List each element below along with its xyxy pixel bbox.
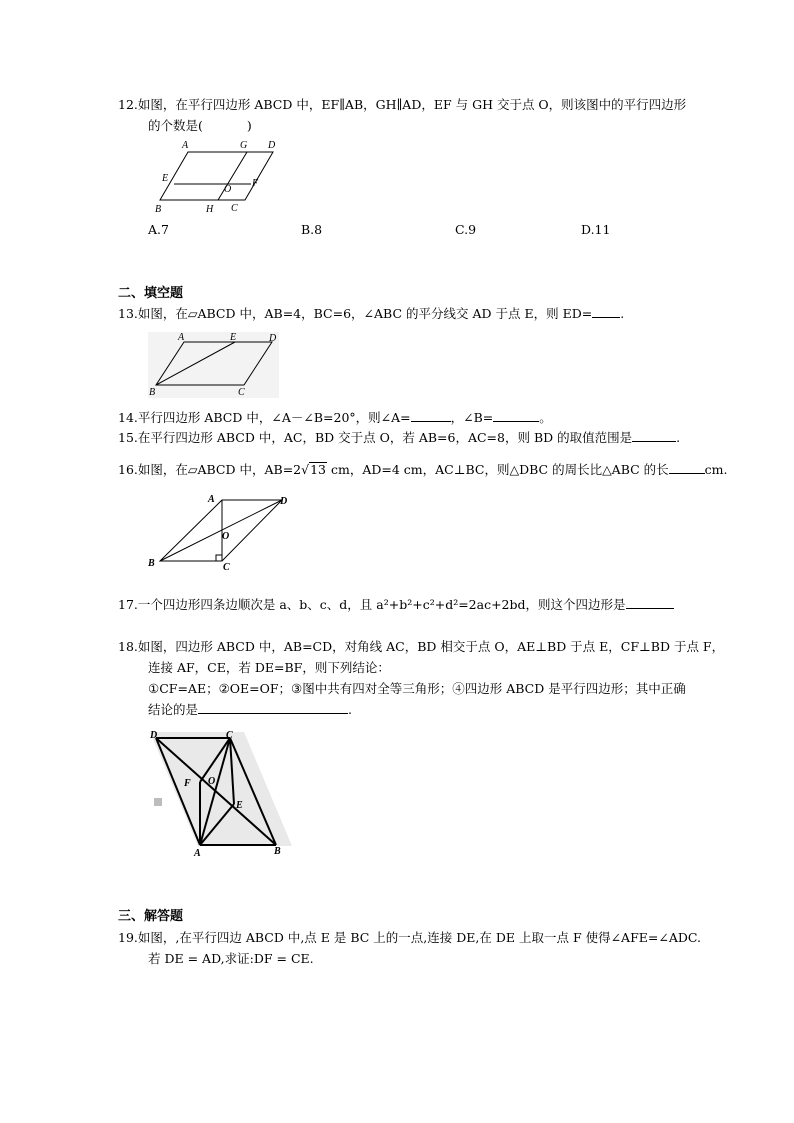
question-16-text: 16.如图，在▱ABCD 中，AB=2	[118, 462, 302, 477]
label-e: E	[162, 173, 169, 184]
label-c: C	[238, 387, 245, 398]
parallelogram-abcd	[160, 152, 273, 200]
sqrt-symbol: √	[301, 462, 310, 477]
answer-blank-a	[411, 408, 451, 422]
question-12-line1: 12.如图，在平行四边形 ABCD 中，EF∥AB，GH∥AD，EF 与 GH 交于点 O，则该图中的平行四边形	[118, 97, 687, 112]
answer-blank	[592, 304, 620, 318]
section-heading-fill-in: 二、填空题	[118, 286, 184, 301]
label-a: A	[194, 848, 201, 859]
label-e: E	[236, 800, 243, 811]
answer-blank	[198, 700, 348, 714]
question-12-stem-end: 的个数是(	[148, 118, 203, 133]
choice-c: C.9	[455, 222, 477, 237]
label-g: G	[240, 140, 248, 151]
label-a: A	[208, 494, 215, 505]
question-13-text: 13.如图，在▱ABCD 中，AB=4，BC=6，∠ABC 的平分线交 AD 于点 E，则 ED=	[118, 306, 593, 321]
label-c: C	[223, 562, 230, 573]
label-d: D	[269, 333, 277, 344]
label-f: F	[184, 778, 191, 789]
choice-d: D.11	[581, 222, 611, 237]
question-12-paren-close: )	[246, 118, 252, 133]
question-12-choices	[148, 222, 648, 242]
label-o: O	[222, 531, 230, 542]
question-16	[118, 460, 728, 480]
question-18-line1: 18.如图，四边形 ABCD 中，AB=CD，对角线 AC，BD 相交于点 O，AE⊥BD 于点 E，CF⊥BD 于点 F，	[118, 639, 725, 654]
question-15-text: 15.在平行四边形 ABCD 中，AC，BD 交于点 O，若 AB=6，AC=8，则 BD 的取值范围是	[118, 430, 633, 445]
figure-q18-quadrilateral	[146, 724, 296, 862]
question-12-line2	[118, 116, 252, 136]
question-18-line4-text: 结论的是	[148, 702, 199, 717]
label-d: D	[280, 496, 288, 507]
question-14-text: 14.平行四边形 ABCD 中，∠A－∠B=20°，则∠A=	[118, 410, 411, 425]
question-14-mid: ，∠B=	[450, 410, 494, 425]
label-e: E	[230, 332, 237, 343]
question-13	[118, 304, 624, 324]
label-b: B	[149, 387, 156, 398]
question-14-end: 。	[539, 410, 552, 425]
figure-background	[150, 732, 292, 846]
segment-gh	[218, 152, 247, 200]
label-c: C	[226, 730, 233, 741]
label-b: B	[155, 204, 162, 215]
segment-bd	[160, 500, 282, 561]
question-18-end: .	[348, 702, 352, 717]
label-b: B	[148, 558, 155, 569]
question-17-text: 17.一个四边形四条边顺次是 a、b、c、d，且 a²+b²+c²+d²=2ac+2bd，则这个四边形是	[118, 597, 626, 612]
question-19-line1: 19.如图，,在平行四边 ABCD 中,点 E 是 BC 上的一点,连接 DE,在 DE 上取一点 F 使得∠AFE=∠ADC.	[118, 930, 701, 945]
question-19-line2: 若 DE = AD,求证:DF = CE.	[148, 951, 314, 966]
label-b: B	[274, 846, 281, 857]
label-a: A	[182, 140, 189, 151]
question-18-line2: 连接 AF，CE，若 DE=BF，则下列结论：	[148, 660, 390, 675]
label-d: D	[150, 730, 158, 741]
question-16-end: cm.	[704, 462, 728, 477]
question-18-line3: ①CF=AE；②OE=OF；③图中共有四对全等三角形；④四边形 ABCD 是平行四边形；其中正确	[148, 681, 686, 696]
question-13-end: .	[620, 306, 625, 321]
figure-q12-parallelogram	[148, 136, 288, 216]
figure-artifact	[154, 798, 162, 806]
question-14	[118, 408, 552, 428]
answer-blank-b	[493, 408, 539, 422]
answer-blank	[626, 595, 674, 609]
question-18-line4	[118, 700, 352, 720]
right-angle-mark	[216, 555, 222, 561]
answer-blank	[632, 428, 676, 442]
label-c: C	[231, 203, 238, 214]
question-16-text-2: cm，AD=4 cm，AC⊥BC，则△DBC 的周长比△ABC 的长	[327, 462, 669, 477]
label-o: O	[208, 776, 216, 787]
choice-a: A.7	[148, 222, 169, 237]
question-17	[118, 595, 674, 615]
answer-blank	[669, 460, 705, 474]
figure-q13-parallelogram	[146, 330, 281, 400]
label-h: H	[206, 204, 214, 215]
label-o: O	[224, 184, 232, 195]
label-f: F	[252, 178, 259, 189]
question-15-end: .	[676, 430, 681, 445]
choice-b: B.8	[301, 222, 323, 237]
sqrt-radicand: 13	[310, 462, 327, 477]
figure-q16-parallelogram	[146, 488, 296, 576]
label-d: D	[268, 140, 276, 151]
section-heading-solve: 三、解答题	[118, 909, 184, 924]
label-a: A	[178, 332, 185, 343]
question-15	[118, 428, 680, 448]
